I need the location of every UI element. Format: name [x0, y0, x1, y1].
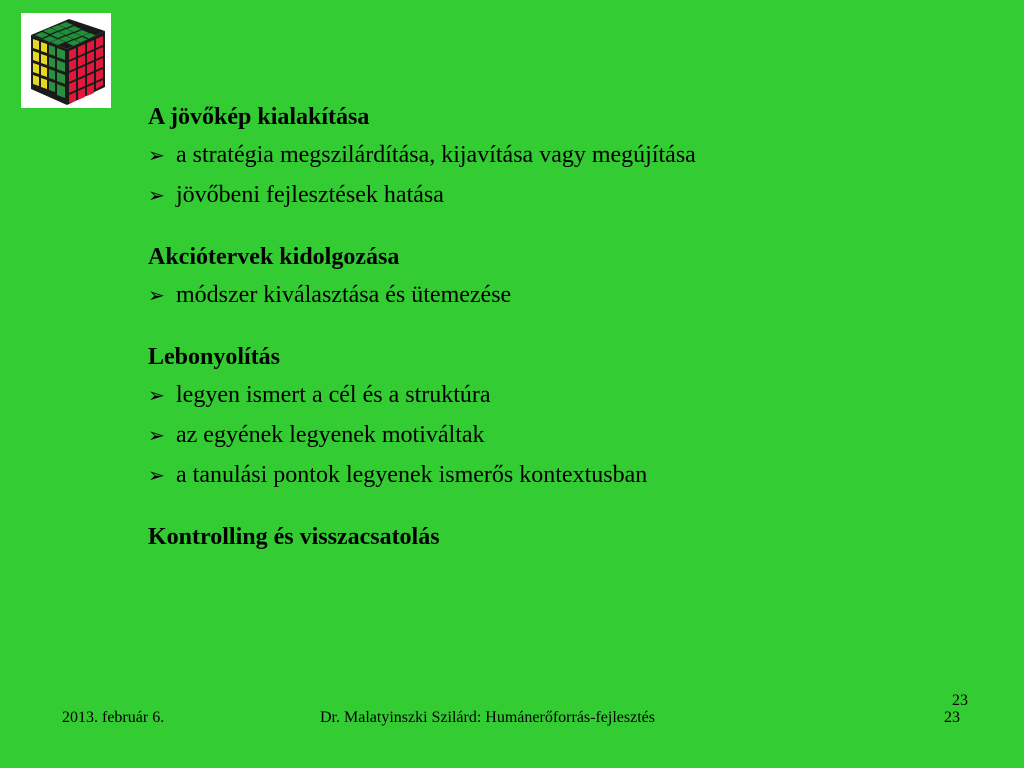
section-controlling — [148, 518, 988, 556]
list-item-text: legyen ismert a cél és a struktúra — [176, 382, 491, 408]
section-action-plans — [148, 238, 988, 316]
slide-content — [148, 98, 988, 578]
list-item-text: az egyének legyenek motiváltak — [176, 422, 485, 448]
section-heading: Akciótervek kidolgozása — [148, 244, 400, 270]
arrowhead-bullet-icon: ➢ — [148, 185, 165, 207]
list-item — [148, 376, 988, 416]
arrowhead-bullet-icon: ➢ — [148, 425, 165, 447]
list-item — [148, 136, 988, 176]
slide-number-overlay: 23 — [952, 692, 968, 709]
section-execution — [148, 338, 988, 496]
section-vision — [148, 98, 988, 216]
arrowhead-bullet-icon: ➢ — [148, 145, 165, 167]
footer-page-number: 23 — [944, 709, 960, 726]
list-item — [148, 176, 988, 216]
list-item — [148, 276, 988, 316]
footer-author-title: Dr. Malatyinszki Szilárd: Humánerőforrás-fejlesztés — [320, 709, 655, 726]
section-heading: Lebonyolítás — [148, 344, 281, 370]
footer-date: 2013. február 6. — [62, 709, 165, 726]
arrowhead-bullet-icon: ➢ — [148, 385, 165, 407]
arrowhead-bullet-icon: ➢ — [148, 285, 165, 307]
list-item-text: a tanulási pontok legyenek ismerős kontextusban — [176, 462, 648, 488]
list-item-text: a stratégia megszilárdítása, kijavítása vagy megújítása — [176, 142, 696, 168]
list-item — [148, 456, 988, 496]
list-item-text: jövőbeni fejlesztések hatása — [176, 182, 444, 208]
list-item — [148, 416, 988, 456]
rubiks-cube-icon — [21, 13, 111, 108]
list-item-text: módszer kiválasztása és ütemezése — [176, 282, 512, 308]
section-heading: A jövőkép kialakítása — [148, 104, 370, 130]
section-heading: Kontrolling és visszacsatolás — [148, 524, 440, 550]
arrowhead-bullet-icon: ➢ — [148, 465, 165, 487]
